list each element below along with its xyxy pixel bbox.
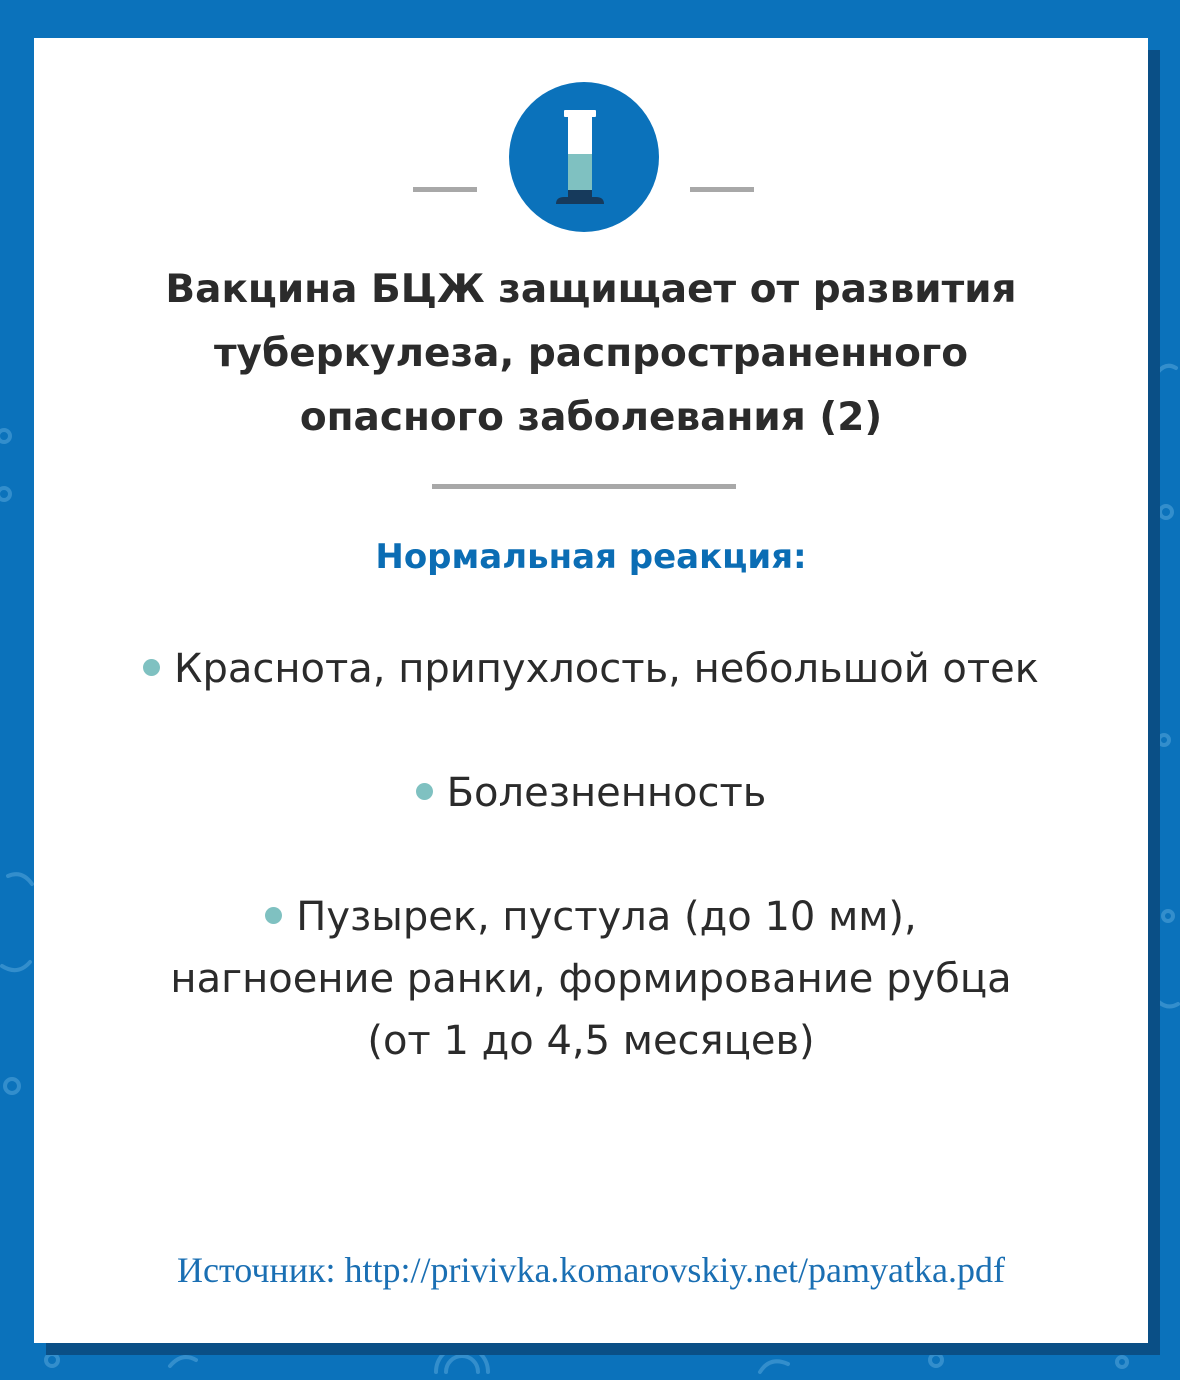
title-line-3: опасного заболевания (2)	[299, 395, 883, 440]
page-title	[34, 258, 1148, 450]
test-tube-icon	[509, 82, 659, 232]
header-line-right	[690, 187, 754, 192]
source-link[interactable]: Источник: http://privivka.komarovskiy.net/pamyatka.pdf	[177, 1250, 1005, 1290]
bullet-dot-icon	[416, 783, 433, 800]
header-line-left	[413, 187, 477, 192]
list-item-text: Болезненность	[446, 770, 767, 816]
section-heading: Нормальная реакция:	[375, 537, 807, 577]
list-item-redness	[34, 638, 1148, 700]
list-item-text: Краснота, припухлость, небольшой отек	[174, 646, 1039, 692]
list-item-pain	[34, 762, 1148, 824]
section-divider	[432, 484, 736, 489]
bullet-dot-icon	[265, 907, 282, 924]
content-card	[34, 38, 1148, 1343]
test-tube-icon-graphic	[509, 82, 659, 232]
list-item-text-line-3: (от 1 до 4,5 месяцев)	[367, 1018, 815, 1064]
list-item-pustule	[34, 886, 1148, 1072]
list-item-text-line-2: нагноение ранки, формирование рубца	[170, 956, 1012, 1002]
list-item-text-line-1: Пузырек, пустула (до 10 мм),	[296, 894, 917, 940]
bullet-dot-icon	[143, 659, 160, 676]
title-line-1: Вакцина БЦЖ защищает от развития	[165, 267, 1017, 312]
title-line-2: туберкулеза, распространенного	[213, 331, 969, 376]
